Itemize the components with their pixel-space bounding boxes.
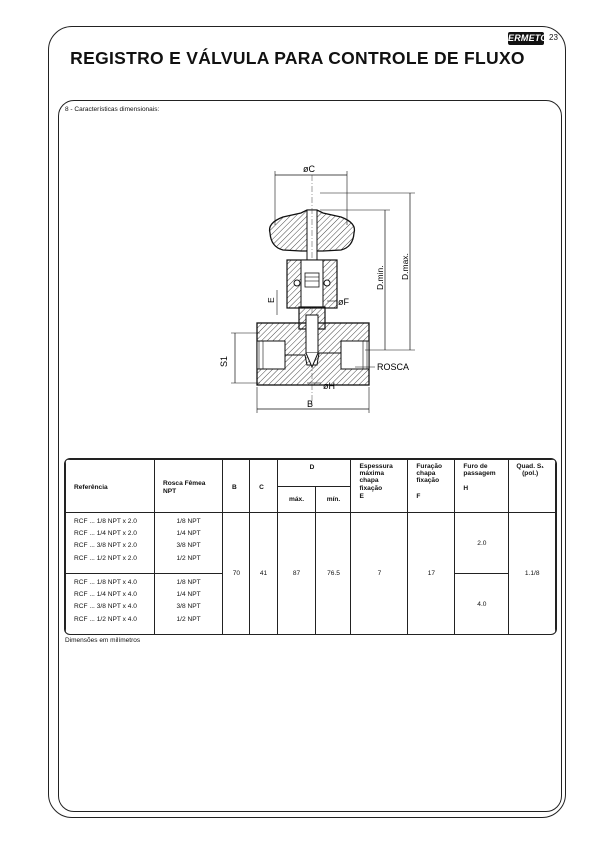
units-note: Dimensões em milímetros <box>65 637 141 644</box>
dim-d-min-label: D.min. <box>375 265 385 290</box>
value-e: 7 <box>351 513 408 635</box>
thread-row: 1/4 NPT <box>176 591 201 599</box>
header-referencia: Referência <box>66 460 155 513</box>
header-espessura <box>351 460 408 513</box>
value-b: 70 <box>223 513 250 635</box>
section-title: 8 - Características dimensionais: <box>65 106 160 113</box>
ref-row: RCF ... 1/4 NPT x 4.0 <box>74 591 137 599</box>
header-furo-code: H <box>463 485 469 493</box>
value-d-max: 87 <box>277 513 316 635</box>
header-d-min: mín. <box>316 487 351 513</box>
thread-row: 3/8 NPT <box>176 542 201 550</box>
ref-row: RCF ... 3/8 NPT x 4.0 <box>74 603 137 611</box>
header-quad-text: Quad. S₁ (pol.) <box>516 463 544 478</box>
header-d-max: máx. <box>277 487 316 513</box>
dimensions-table <box>64 458 557 635</box>
group1-refs <box>66 513 155 574</box>
thread-row: 1/2 NPT <box>176 554 201 562</box>
header-furo-text: Furo de passagem <box>463 463 496 478</box>
brand-logo: ERMETO <box>508 33 548 43</box>
dim-b-label: B <box>307 399 314 409</box>
ref-row: RCF ... 3/8 NPT x 2.0 <box>74 542 137 550</box>
ref-row: RCF ... 1/8 NPT x 4.0 <box>74 579 137 586</box>
header-rosca: Rosca Fêmea NPT <box>154 460 222 513</box>
header-furacao <box>408 460 455 513</box>
group2-refs <box>66 574 155 635</box>
group2-threads <box>154 574 222 635</box>
thread-row: 1/8 NPT <box>176 518 201 525</box>
valve-technical-drawing <box>215 155 435 420</box>
value-furo-group2: 4.0 <box>455 574 509 635</box>
page-number: 23 <box>549 33 558 42</box>
dim-rosca-label: ROSCA <box>377 362 410 372</box>
value-furo-group1: 2.0 <box>455 513 509 574</box>
header-quad <box>509 460 556 513</box>
header-b: B <box>223 460 250 513</box>
dim-f-label: øF <box>338 297 349 307</box>
ref-row: RCF ... 1/2 NPT x 2.0 <box>74 554 137 562</box>
dim-c-label: øC <box>303 164 315 174</box>
thread-row: 1/2 NPT <box>176 615 201 623</box>
ref-row: RCF ... 1/4 NPT x 2.0 <box>74 530 137 538</box>
header-furacao-code: F <box>416 492 421 500</box>
header-c: C <box>250 460 277 513</box>
thread-row: 3/8 NPT <box>176 603 201 611</box>
thread-row: 1/4 NPT <box>176 530 201 538</box>
header-espessura-text: Espessura máxima chapa fixação <box>359 463 393 492</box>
ref-row: RCF ... 1/2 NPT x 4.0 <box>74 615 137 623</box>
page-title: REGISTRO E VÁLVULA PARA CONTROLE DE FLUXO <box>70 48 525 68</box>
dim-d-max-label: D.max. <box>400 253 410 280</box>
value-d-min: 76.5 <box>316 513 351 635</box>
value-c: 41 <box>250 513 277 635</box>
header-d: D <box>277 460 351 487</box>
dim-s1-label: S1 <box>219 355 229 367</box>
header-furo <box>455 460 509 513</box>
header-furacao-text: Furação chapa fixação <box>416 463 443 485</box>
dim-h-label: øH <box>323 381 335 391</box>
dim-e-label: E <box>266 297 276 303</box>
value-f: 17 <box>408 513 455 635</box>
value-quad: 1.1/8 <box>509 513 556 635</box>
ref-row: RCF ... 1/8 NPT x 2.0 <box>74 518 137 525</box>
thread-row: 1/8 NPT <box>176 579 201 586</box>
header-espessura-code: E <box>359 492 364 500</box>
group1-threads <box>154 513 222 574</box>
